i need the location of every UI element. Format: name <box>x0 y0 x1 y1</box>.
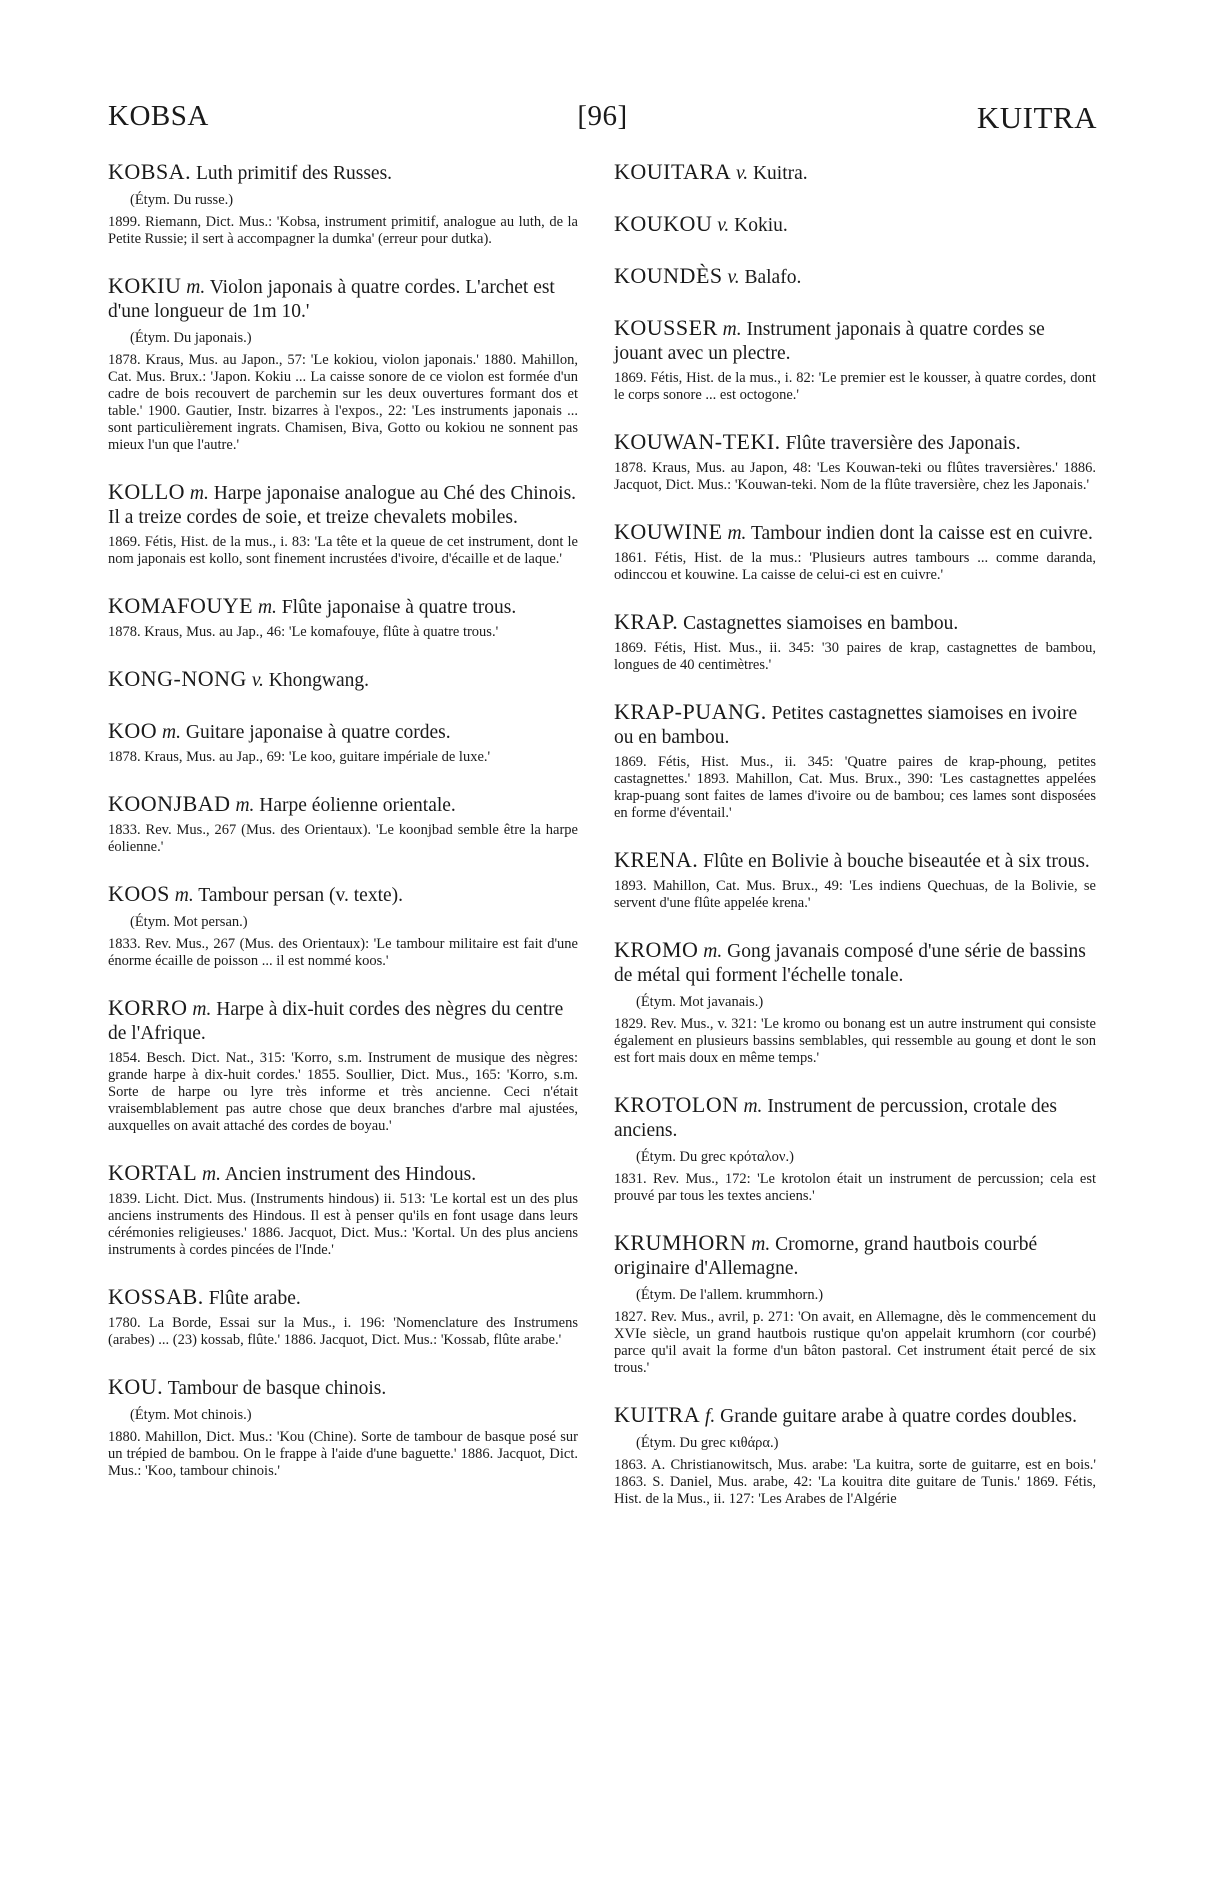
grammar-label: m. <box>192 999 212 1020</box>
entry-heading <box>108 667 578 693</box>
citations: 1854. Besch. Dict. Nat., 315: 'Korro, s.m. Instrument de musique des nègres: grande harpe à dix-huit cordes.' 1855. Soullier, Dict. Mus., 165: 'Korro, s.m. Sorte de harpe ou lyre très informe et très ancienne. Ceci n'était vraisemblablement pas autre chose que deux branches d'arbre mal ajustées, auxquelles on avait attaché des cordes de boyau.' <box>108 1050 578 1134</box>
dictionary-entry <box>614 316 1096 404</box>
definition: Guitare japonaise à quatre cordes. <box>185 722 451 743</box>
definition: Instrument japonais à quatre cordes se jouant avec un plectre. <box>614 319 1045 364</box>
entry-heading <box>108 996 578 1046</box>
dictionary-entry <box>108 667 578 693</box>
dictionary-entry <box>108 274 578 454</box>
definition: Flûte traversière des Japonais. <box>785 433 1021 454</box>
definition: Grande guitare arabe à quatre cordes doubles. <box>720 1406 1077 1427</box>
headword: KOLLO <box>108 479 186 504</box>
citations: 1899. Riemann, Dict. Mus.: 'Kobsa, instrument primitif, analogue au luth, de la Petite Russie; il sert à accompagner la dumka' (erreur pour dutka). <box>108 214 578 247</box>
headword: KOSSAB. <box>108 1284 204 1309</box>
entry-heading <box>614 938 1096 988</box>
left-column <box>108 160 578 1506</box>
headword: KROMO <box>614 937 699 962</box>
dictionary-entry <box>614 848 1096 912</box>
entry-heading <box>614 700 1096 750</box>
definition: Kuitra. <box>752 163 808 184</box>
definition: Violon japonais à quatre cordes. L'archet est d'une longueur de 1m 10.' <box>108 277 555 322</box>
running-head-left: KOBSA <box>108 100 209 132</box>
definition: Gong javanais composé d'une série de bassins de métal qui forment l'échelle tonale. <box>614 941 1086 986</box>
dictionary-entry <box>108 1285 578 1349</box>
dictionary-entry <box>614 430 1096 494</box>
dictionary-entry <box>108 996 578 1135</box>
entry-heading <box>614 212 1096 238</box>
citations: 1878. Kraus, Mus. au Jap., 46: 'Le komafouye, flûte à quatre trous.' <box>108 624 499 640</box>
entry-heading <box>108 160 578 186</box>
grammar-label: m. <box>189 483 209 504</box>
grammar-label: m. <box>727 523 747 544</box>
etymology: (Étym. Du russe.) <box>130 192 234 208</box>
entry-heading <box>614 1403 1096 1429</box>
citations: 1831. Rev. Mus., 172: 'Le krotolon était un instrument de percussion; cela est prouvé par tous les textes anciens.' <box>614 1171 1096 1204</box>
headword: KORTAL <box>108 1160 198 1185</box>
entry-heading <box>614 264 1096 290</box>
headword: KRENA. <box>614 847 699 872</box>
citations: 1869. Fétis, Hist. Mus., ii. 345: 'Quatre paires de krap-phoung, petites castagnettes.' 1893. Mahillon, Cat. Mus. Brux., 390: 'Les castagnettes appelées krap-puang sont faites de lames d'ivoire ou de bambou; ces lames sont disposées en forme d'éventail.' <box>614 754 1096 821</box>
entry-heading <box>614 160 1096 186</box>
citations: 1827. Rev. Mus., avril, p. 271: 'On avait, en Allemagne, dès le commencement du XVIe siècle, un grand hautbois rustique qu'on appelait krumhorn (cor courbé) parce qu'il avait la forme d'un bâton pastoral. Cet instrument était percé de six trous.' <box>614 1309 1096 1376</box>
entry-heading <box>108 1161 578 1187</box>
definition: Harpe à dix-huit cordes des nègres du centre de l'Afrique. <box>108 999 564 1044</box>
definition: Cromorne, grand hautbois courbé originaire d'Allemagne. <box>614 1234 1038 1279</box>
headword: KOONJBAD <box>108 791 231 816</box>
dictionary-entry <box>108 160 578 248</box>
citations: 1839. Licht. Dict. Mus. (Instruments hindous) ii. 513: 'Le kortal est un des plus anciens instruments des Hindous. Il est à penser qu'ils en font usage dans leurs cérémonies religieuses.' 1886. Jacquot, Dict. Mus.: 'Kortal. Un des plus anciens instruments à cordes pincées de l'Inde.' <box>108 1191 578 1258</box>
entry-heading <box>108 792 578 818</box>
dictionary-entry <box>614 212 1096 238</box>
definition: Khongwang. <box>268 670 369 691</box>
definition: Flûte en Bolivie à bouche biseautée et à six trous. <box>703 851 1090 872</box>
definition: Instrument de percussion, crotale des anciens. <box>614 1096 1058 1141</box>
dictionary-entry <box>614 1093 1096 1205</box>
citations: 1833. Rev. Mus., 267 (Mus. des Orientaux): 'Le tambour militaire est fait d'une énorme écaille de poisson ... il est nommé koos.' <box>108 936 578 969</box>
grammar-label: m. <box>186 277 206 298</box>
entry-heading <box>614 316 1096 366</box>
dictionary-entry <box>614 160 1096 186</box>
grammar-label: v. <box>736 163 749 184</box>
grammar-label: m. <box>235 795 255 816</box>
etymology: (Étym. Du japonais.) <box>130 330 252 346</box>
headword: KRAP-PUANG. <box>614 699 767 724</box>
citations: 1833. Rev. Mus., 267 (Mus. des Orientaux). 'Le koonjbad semble être la harpe éolienne.' <box>108 822 578 855</box>
headword: KONG-NONG <box>108 666 247 691</box>
definition: Harpe japonaise analogue au Ché des Chinois. Il a treize cordes de soie, et treize chevalets mobiles. <box>108 483 577 528</box>
etymology: (Étym. Mot chinois.) <box>130 1407 252 1423</box>
dictionary-entry <box>614 1403 1096 1508</box>
grammar-label: m. <box>743 1096 763 1117</box>
definition: Luth primitif des Russes. <box>195 163 393 184</box>
definition: Petites castagnettes siamoises en ivoire ou en bambou. <box>614 703 1078 748</box>
citations: 1861. Fétis, Hist. de la mus.: 'Plusieurs autres tambours ... comme daranda, odinccou et kouwine. La caisse de celui-ci est en cuivre.' <box>614 550 1096 583</box>
citations: 1780. La Borde, Essai sur la Mus., i. 196: 'Nomenclature des Instrumens (arabes) ... (23) kossab, flûte.' 1886. Jacquot, Dict. Mus.: 'Kossab, flûte arabe.' <box>108 1315 578 1348</box>
headword: KOO <box>108 718 158 743</box>
headword: KOUWAN-TEKI. <box>614 429 781 454</box>
running-head <box>108 100 1097 140</box>
dictionary-entry <box>614 610 1096 674</box>
headword: KUITRA <box>614 1402 701 1427</box>
headword: KOBSA. <box>108 159 192 184</box>
grammar-label: v. <box>251 670 264 691</box>
dictionary-entry <box>614 1231 1096 1377</box>
headword: KOUWINE <box>614 519 723 544</box>
definition: Castagnettes siamoises en bambou. <box>683 613 959 634</box>
citations: 1893. Mahillon, Cat. Mus. Brux., 49: 'Les indiens Quechuas, de la Bolivie, se servent d'une flûte appelée krena.' <box>614 878 1096 911</box>
grammar-label: m. <box>257 597 277 618</box>
definition: Flûte japonaise à quatre trous. <box>281 597 517 618</box>
headword: KOUITARA <box>614 159 732 184</box>
definition: Tambour de basque chinois. <box>167 1378 387 1399</box>
grammar-label: v. <box>717 215 730 236</box>
citations: 1869. Fétis, Hist. Mus., ii. 345: '30 paires de krap, castagnettes de bambou, longues de 40 centimètres.' <box>614 640 1096 673</box>
grammar-label: m. <box>202 1164 221 1185</box>
definition: Ancien instrument des Hindous. <box>224 1164 477 1185</box>
dictionary-entry <box>614 938 1096 1067</box>
etymology: (Étym. Mot javanais.) <box>636 994 764 1010</box>
headword: KOUKOU <box>614 211 713 236</box>
etymology: (Étym. Mot persan.) <box>130 914 248 930</box>
headword: KOKIU <box>108 273 182 298</box>
definition: Harpe éolienne orientale. <box>259 795 456 816</box>
definition: Kokiu. <box>734 215 788 236</box>
etymology: (Étym. Du grec κιθάρα.) <box>636 1435 779 1451</box>
entry-heading <box>108 480 578 530</box>
definition: Flûte arabe. <box>208 1288 301 1309</box>
dictionary-entry <box>614 520 1096 584</box>
grammar-label: m. <box>722 319 742 340</box>
entry-heading <box>108 1285 578 1311</box>
headword: KOU. <box>108 1374 164 1399</box>
etymology: (Étym. De l'allem. krummhorn.) <box>636 1287 824 1303</box>
headword: KORRO <box>108 995 188 1020</box>
grammar-label: v. <box>727 267 740 288</box>
entry-heading <box>108 1375 578 1401</box>
entry-heading <box>614 1093 1096 1143</box>
definition: Balafo. <box>744 267 802 288</box>
definition: Tambour persan (v. texte). <box>198 885 404 906</box>
entry-heading <box>108 882 578 908</box>
citations: 1878. Kraus, Mus. au Japon., 57: 'Le kokiou, violon japonais.' 1880. Mahillon, Cat. Mus. Brux.: 'Japon. Kokiu ... La caisse sonore de ce violon est formée d'un cadre de bois recouvert de parchemin sur les deux ouvertures formant dos et table.' 1900. Gautier, Instr. bizarres à l'expos., 22: 'Les instruments japonais ... sont particulièrement ingrats. Chamisen, Biva, Gotto ou kokiou ne sonnent pas mieux l'un que l'autre.' <box>108 352 578 453</box>
dictionary-entry <box>108 1375 578 1480</box>
entry-heading <box>614 430 1096 456</box>
dictionary-entry <box>108 480 578 568</box>
citations: 1829. Rev. Mus., v. 321: 'Le kromo ou bonang est un autre instrument qui consiste également en plusieurs bassins semblables, qui ressemble au goung et dont le son est fort mais doux en même temps.' <box>614 1016 1096 1066</box>
grammar-label: m. <box>174 885 194 906</box>
grammar-label: m. <box>703 941 723 962</box>
entry-heading <box>614 610 1096 636</box>
entry-heading <box>614 520 1096 546</box>
headword: KOOS <box>108 881 170 906</box>
citations: 1880. Mahillon, Dict. Mus.: 'Kou (Chine). Sorte de tambour de basque posé sur un trépied de bambou. On le frappe à l'aide d'une baguette.' 1886. Jacquot, Dict. Mus.: 'Koo, tambour chinois.' <box>108 1429 578 1479</box>
right-column <box>614 160 1096 1534</box>
dictionary-entry <box>614 700 1096 822</box>
dictionary-entry <box>108 719 578 766</box>
citations: 1863. A. Christianowitsch, Mus. arabe: 'La kuitra, sorte de guitarre, est en bois.' 1863. S. Daniel, Mus. arabe, 42: 'La kouitra dite guitare de Tunis.' 1869. Fétis, Hist. de la Mus., ii. 127: 'Les Arabes de l'Algérie <box>614 1457 1096 1507</box>
headword: KOUSSER <box>614 315 718 340</box>
etymology: (Étym. Du grec κρόταλον.) <box>636 1149 794 1165</box>
headword: KROTOLON <box>614 1092 739 1117</box>
dictionary-entry <box>108 792 578 856</box>
entry-heading <box>108 274 578 324</box>
grammar-label: f. <box>704 1406 716 1427</box>
citations: 1869. Fétis, Hist. de la mus., i. 82: 'Le premier est le kousser, à quatre cordes, dont le corps sonore ... est octogone.' <box>614 370 1096 403</box>
entry-heading <box>614 1231 1096 1281</box>
definition: Tambour indien dont la caisse est en cuivre. <box>750 523 1093 544</box>
headword: KOMAFOUYE <box>108 593 254 618</box>
headword: KOUNDÈS <box>614 263 723 288</box>
running-head-right: KUITRA <box>976 100 1097 135</box>
citations: 1878. Kraus, Mus. au Japon, 48: 'Les Kouwan-teki ou flûtes traversières.' 1886. Jacquot, Dict. Mus.: 'Kouwan-teki. Nom de la flûte traversière, chez les Japonais.' <box>614 460 1096 493</box>
headword: KRUMHORN <box>614 1230 747 1255</box>
dictionary-entry <box>108 882 578 970</box>
grammar-label: m. <box>162 722 182 743</box>
citations: 1869. Fétis, Hist. de la mus., i. 83: 'La tête et la queue de cet instrument, dont le nom japonais est kollo, sont finement incrustées d'ivoire, d'écaille et de laque.' <box>108 534 578 567</box>
dictionary-entry <box>108 594 578 641</box>
entry-heading <box>108 594 578 620</box>
entry-heading <box>614 848 1096 874</box>
entry-heading <box>108 719 578 745</box>
dictionary-entry <box>108 1161 578 1259</box>
citations: 1878. Kraus, Mus. au Jap., 69: 'Le koo, guitare impériale de luxe.' <box>108 749 491 765</box>
dictionary-entry <box>614 264 1096 290</box>
grammar-label: m. <box>751 1234 771 1255</box>
page-number: [96] <box>577 100 628 132</box>
headword: KRAP. <box>614 609 679 634</box>
